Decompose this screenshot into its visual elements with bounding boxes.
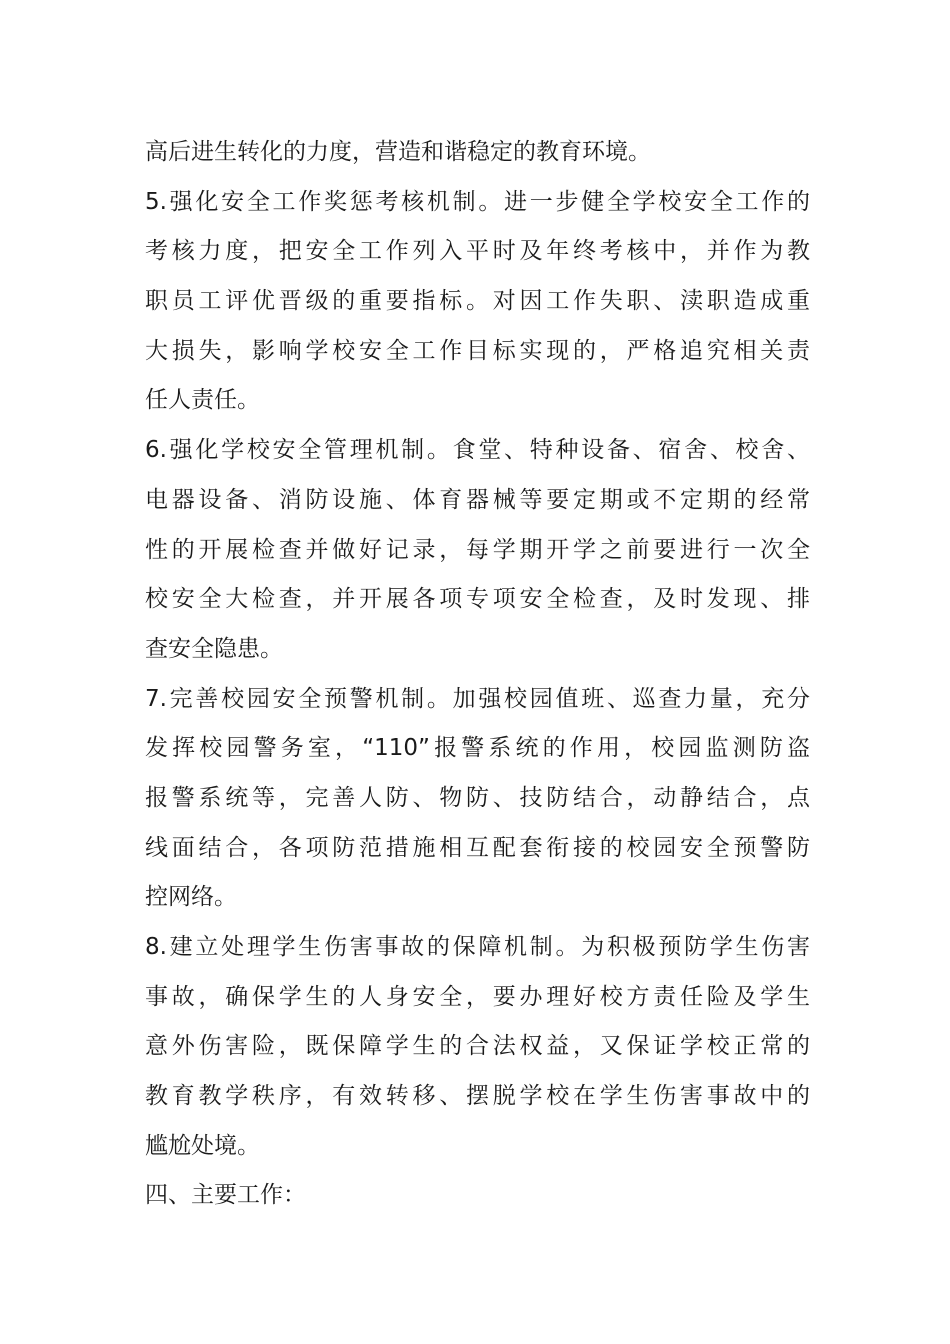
text-line: 控网络。	[145, 884, 237, 911]
text-line: 教育教学秩序，有效转移、摆脱学校在学生伤害事故中的	[145, 1083, 810, 1110]
text-line: 查安全隐患。	[145, 635, 283, 662]
text-line: 5.强化安全工作奖惩考核机制。进一步健全学校安全工作的	[145, 188, 810, 215]
text-line: 8.建立处理学生伤害事故的保障机制。为积极预防学生伤害	[145, 934, 810, 960]
text-line: 线面结合，各项防范措施相互配套衔接的校园安全预警防	[145, 834, 810, 861]
text-line: 意外伤害险，既保障学生的合法权益，又保证学校正常的	[145, 1033, 810, 1060]
text-line: 报警系统等，完善人防、物防、技防结合，动静结合，点	[145, 784, 810, 811]
text-line: 性的开展检查并做好记录，每学期开学之前要进行一次全	[145, 536, 810, 563]
document-body	[145, 128, 810, 1221]
text-line: 7.完善校园安全预警机制。加强校园值班、巡查力量，充分	[145, 685, 810, 712]
text-line: 事故，确保学生的人身安全，要办理好校方责任险及学生	[145, 983, 810, 1010]
text-line: 校安全大检查，并开展各项专项安全检查，及时发现、排	[145, 586, 810, 613]
text-line: 职员工评优晋级的重要指标。对因工作失职、渎职造成重	[145, 288, 810, 315]
text-line: 发挥校园警务室，“110”报警系统的作用，校园监测防盗	[145, 735, 810, 762]
text-line: 任人责任。	[145, 387, 260, 414]
text-line: 电器设备、消防设施、体育器械等要定期或不定期的经常	[145, 486, 810, 513]
text-line: 高后进生转化的力度，营造和谐稳定的教育环境。	[145, 139, 651, 165]
text-line: 大损失，影响学校安全工作目标实现的，严格追究相关责	[145, 337, 810, 364]
section-heading: 四、主要工作：	[145, 1182, 306, 1209]
text-line: 6.强化学校安全管理机制。食堂、特种设备、宿舍、校舍、	[145, 437, 810, 464]
text-line: 尴尬处境。	[145, 1132, 260, 1159]
text-line: 考核力度，把安全工作列入平时及年终考核中，并作为教	[145, 238, 810, 265]
